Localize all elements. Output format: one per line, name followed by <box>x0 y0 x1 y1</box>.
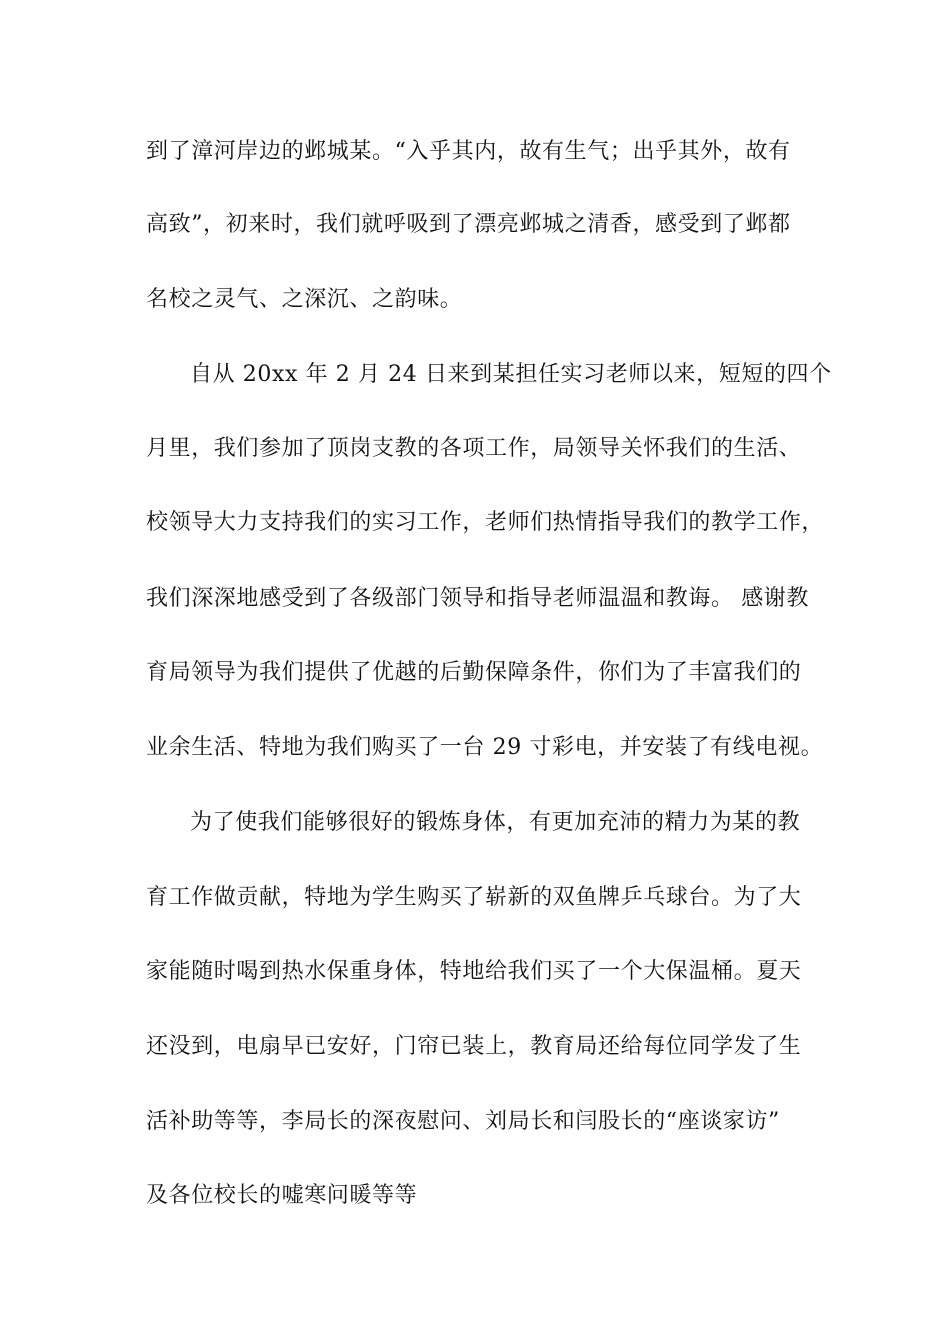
paragraph-3-line-2: 育工作做贡献，特地为学生购买了崭新的双鱼牌乒乓球台。为了大 <box>146 885 802 910</box>
text-line-1: 到了漳河岸边的邺城某。“入乎其内，故有生气；出乎其外，故有 <box>146 139 791 164</box>
paragraph-3-line-6: 及各位校长的嘘寒问暖等等 <box>146 1183 418 1208</box>
paragraph-3-line-4: 还没到，电扇早已安好，门帘已装上，教育局还给每位同学发了生 <box>146 1034 802 1059</box>
paragraph-3-line-5: 活补助等等，李局长的深夜慰问、刘局长和闫股长的“座谈家访” <box>146 1109 780 1134</box>
paragraph-2-line-1: 自从 20xx 年 2 月 24 日来到某担任实习老师以来，短短的四个 <box>190 362 832 387</box>
paragraph-2-line-3: 校领导大力支持我们的实习工作，老师们热情指导我们的教学工作， <box>146 510 825 535</box>
paragraph-2-line-4: 我们深深地感受到了各级部门领导和指导老师温温和教诲。 感谢教 <box>146 586 809 611</box>
paragraph-3-line-1: 为了使我们能够很好的锻炼身体，有更加充沛的精力为某的教 <box>190 810 801 835</box>
paragraph-2-line-6: 业余生活、特地为我们购买了一台 29 寸彩电，并安装了有线电视。 <box>146 735 824 760</box>
paragraph-2-line-5: 育局领导为我们提供了优越的后勤保障条件，你们为了丰富我们的 <box>146 660 802 685</box>
paragraph-2-line-2: 月里，我们参加了顶岗支教的各项工作，局领导关怀我们的生活、 <box>146 436 802 461</box>
text-line-3: 名校之灵气、之深沉、之韵味。 <box>146 287 463 312</box>
text-line-2: 高致”，初来时，我们就呼吸到了漂亮邺城之清香，感受到了邺都 <box>146 212 791 237</box>
paragraph-3-line-3: 家能随时喝到热水保重身体，特地给我们买了一个大保温桶。夏天 <box>146 959 802 984</box>
